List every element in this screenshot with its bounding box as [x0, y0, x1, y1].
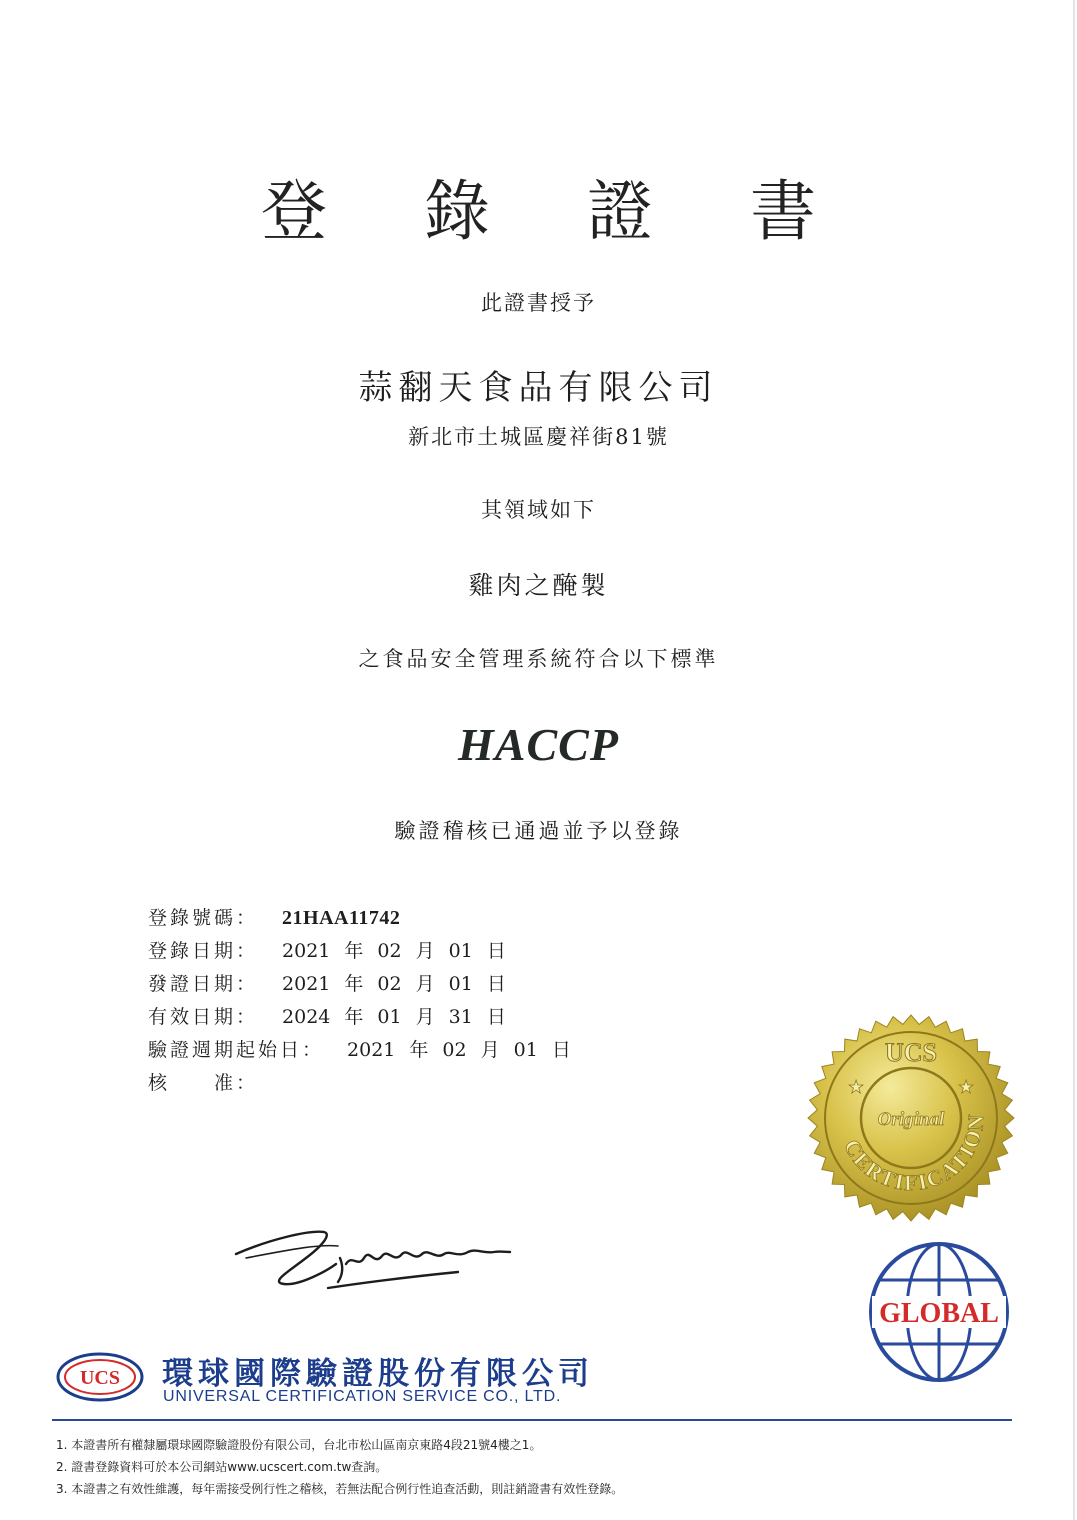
- registration-number-label: 登錄號碼：: [148, 907, 259, 929]
- issue-date-month: 02: [377, 973, 402, 995]
- cycle-start-date-label: 驗證週期起始日：: [148, 1039, 325, 1061]
- seal-top-text: UCS: [884, 1038, 938, 1067]
- footer-note: 2. 證書登錄資料可於本公司網站www.ucscert.com.tw查詢。: [56, 1460, 388, 1474]
- day-unit: 日: [551, 1039, 571, 1061]
- issue-date-year: 2021: [282, 973, 331, 995]
- passed-statement: 驗證稽核已通過並予以登錄: [394, 819, 683, 843]
- day-unit: 日: [486, 1006, 506, 1028]
- scope: 雞肉之醃製: [468, 571, 609, 600]
- standard-intro: 之食品安全管理系統符合以下標準: [358, 647, 719, 671]
- day-unit: 日: [486, 940, 506, 962]
- year-unit: 年: [344, 940, 364, 962]
- issue-date-row: [148, 968, 585, 1001]
- granted-to-label: 此證書授予: [481, 291, 596, 315]
- registration-date-label: 登錄日期：: [148, 940, 259, 962]
- issue-date-day: 01: [448, 973, 473, 995]
- registration-date-day: 01: [448, 940, 473, 962]
- signature-icon: [228, 1218, 518, 1298]
- approved-row: [148, 1067, 585, 1100]
- day-unit: 日: [486, 973, 506, 995]
- expiry-date-month: 01: [377, 1006, 402, 1028]
- cycle-start-date-day: 01: [513, 1039, 538, 1061]
- cycle-start-date-row: [148, 1034, 585, 1067]
- registration-number-value: 21HAA11742: [282, 907, 401, 929]
- expiry-date-day: 31: [448, 1006, 473, 1028]
- ucs-logo-text: UCS: [79, 1367, 121, 1389]
- month-unit: 月: [415, 973, 435, 995]
- seal-star-left-icon: ★: [848, 1077, 865, 1098]
- month-unit: 月: [480, 1039, 500, 1061]
- issuer-name-en: UNIVERSAL CERTIFICATION SERVICE CO., LTD.: [163, 1388, 562, 1405]
- cycle-start-date-year: 2021: [347, 1039, 396, 1061]
- footer-notes: [56, 1434, 623, 1500]
- registration-date-month: 02: [377, 940, 402, 962]
- year-unit: 年: [409, 1039, 429, 1061]
- company-name: 蒜翻天食品有限公司: [358, 368, 719, 408]
- footer-divider: [52, 1419, 1012, 1421]
- approved-label: 核 准：: [148, 1072, 259, 1094]
- registration-number-row: [148, 902, 585, 935]
- ucs-logo-icon: [56, 1352, 144, 1402]
- expiry-date-year: 2024: [282, 1006, 331, 1028]
- scope-intro: 其領域如下: [481, 498, 596, 522]
- footer-note: 3. 本證書之有效性維護，每年需接受例行性之稽核，若無法配合例行性追查活動，則註銷證書有效性登錄。: [56, 1482, 624, 1496]
- certificate-title: 登 錄 證 書: [261, 173, 854, 250]
- year-unit: 年: [344, 973, 364, 995]
- global-logo-text: GLOBAL: [879, 1298, 999, 1329]
- company-address: 新北市土城區慶祥街81號: [408, 425, 669, 449]
- registration-date-year: 2021: [282, 940, 331, 962]
- gold-seal-icon: [806, 1013, 1016, 1223]
- expiry-date-label: 有效日期：: [148, 1006, 259, 1028]
- certificate-details: [148, 902, 585, 1100]
- issue-date-label: 發證日期：: [148, 973, 259, 995]
- registration-date-row: [148, 935, 585, 968]
- issuer-name-zh: 環球國際驗證股份有限公司: [162, 1356, 594, 1392]
- global-logo-icon: [866, 1240, 1012, 1384]
- standard-name: HACCP: [458, 719, 619, 770]
- footer-note: 1. 本證書所有權隸屬環球國際驗證股份有限公司，台北市松山區南京東路4段21號4樓之1。: [56, 1438, 542, 1452]
- year-unit: 年: [344, 1006, 364, 1028]
- month-unit: 月: [415, 1006, 435, 1028]
- seal-star-right-icon: ★: [958, 1077, 975, 1098]
- cycle-start-date-month: 02: [442, 1039, 467, 1061]
- month-unit: 月: [415, 940, 435, 962]
- seal-ring-text: CERTIFICATION: [839, 1112, 989, 1196]
- seal-center-text: Original: [877, 1109, 945, 1130]
- expiry-date-row: [148, 1001, 585, 1034]
